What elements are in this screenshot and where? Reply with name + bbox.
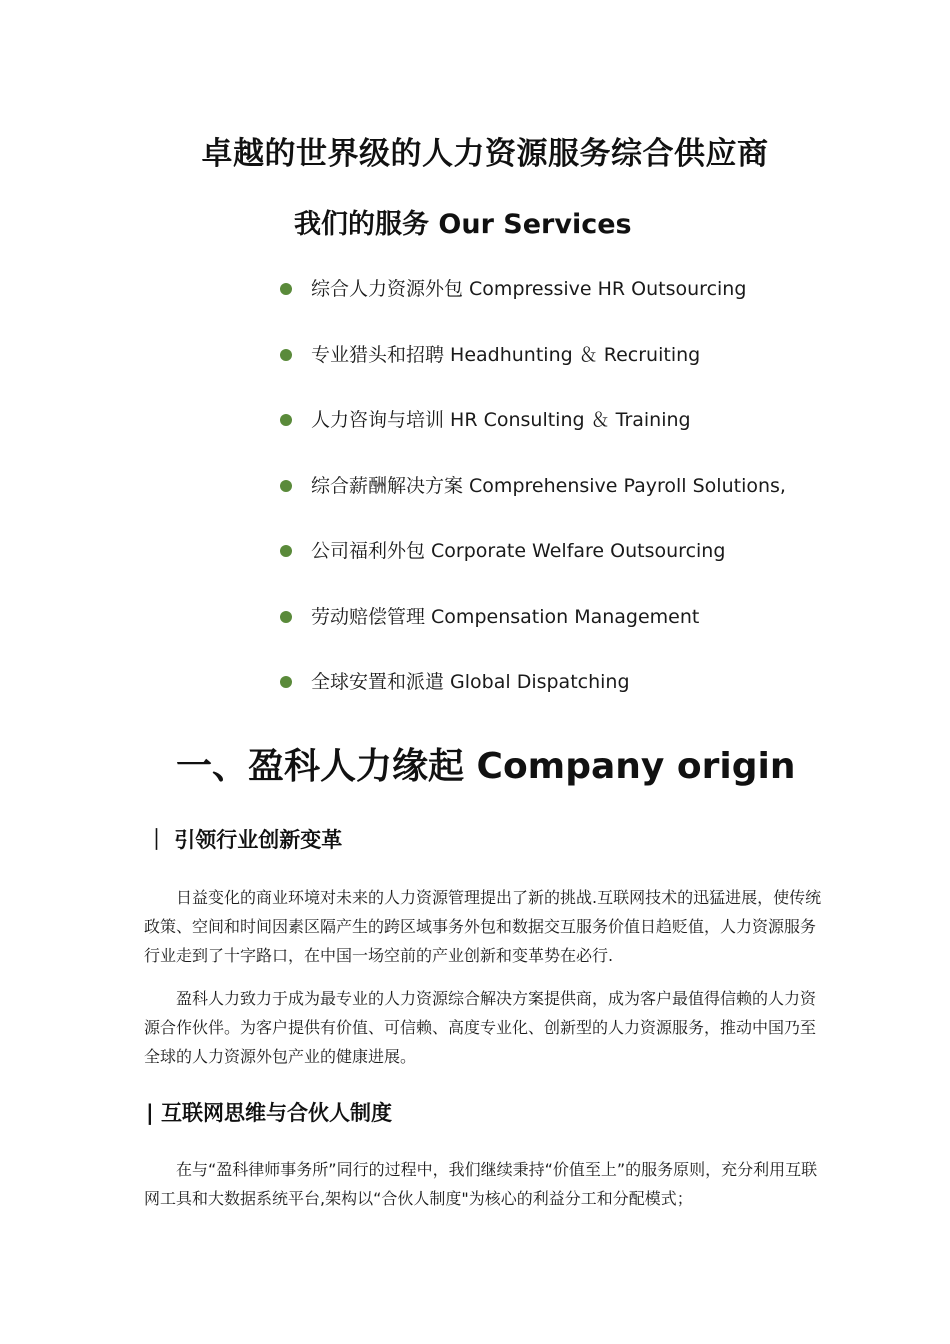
service-label: 劳动赔偿管理 Compensation Management [311,605,700,628]
service-item [280,403,786,469]
subheading-partnership: | 互联网思维与合伙人制度 [146,1101,392,1125]
bullet-dot-icon [280,283,292,295]
service-item [280,272,786,338]
services-heading: 我们的服务 Our Services [294,209,632,240]
bullet-dot-icon [280,480,292,492]
paragraph-challenges: 日益变化的商业环境对未来的人力资源管理提出了新的挑战.互联网技术的迅猛进展，使传统政策、空间和时间因素区隔产生的跨区域事务外包和数据交互服务价值日趋贬值，人力资源服务行业走到了十字路口，在中国一场空前的产业创新和变革势在必行. [144,888,822,965]
paragraph-partnership: 在与“盈科律师事务所”同行的过程中，我们继续秉持“价值至上”的服务原则，充分利用互联网工具和大数据系统平台,架构以“合伙人制度"为核心的利益分工和分配模式； [144,1160,818,1208]
service-item [280,665,786,731]
service-label: 综合薪酬解决方案 Comprehensive Payroll Solutions, [311,474,786,497]
service-label: 人力咨询与培训 HR Consulting ＆ Training [311,409,691,431]
paragraph-mission: 盈科人力致力于成为最专业的人力资源综合解决方案提供商，成为客户最值得信赖的人力资源合作伙伴。为客户提供有价值、可信赖、高度专业化、创新型的人力资源服务，推动中国乃至全球的人力资源外包产业的健康进展。 [144,989,817,1066]
page-title: 卓越的世界级的人力资源服务综合供应商 [201,136,769,172]
section-title: 一、盈科人力缘起 Company origin [176,746,796,787]
bullet-dot-icon [280,349,292,361]
services-list [280,272,786,731]
service-item [280,469,786,535]
service-label: 全球安置和派遣 Global Dispatching [311,671,630,693]
service-label: 公司福利外包 Corporate Welfare Outsourcing [311,540,726,562]
bullet-dot-icon [280,414,292,426]
service-item [280,534,786,600]
bullet-dot-icon [280,545,292,557]
subheading-innovation: ｜ 引领行业创新变革 [146,828,343,852]
bullet-dot-icon [280,611,292,623]
service-label: 专业猎头和招聘 Headhunting ＆ Recruiting [311,343,701,366]
service-item [280,338,786,404]
bullet-dot-icon [280,676,292,688]
service-item [280,600,786,666]
service-label: 综合人力资源外包 Compressive HR Outsourcing [311,278,747,300]
